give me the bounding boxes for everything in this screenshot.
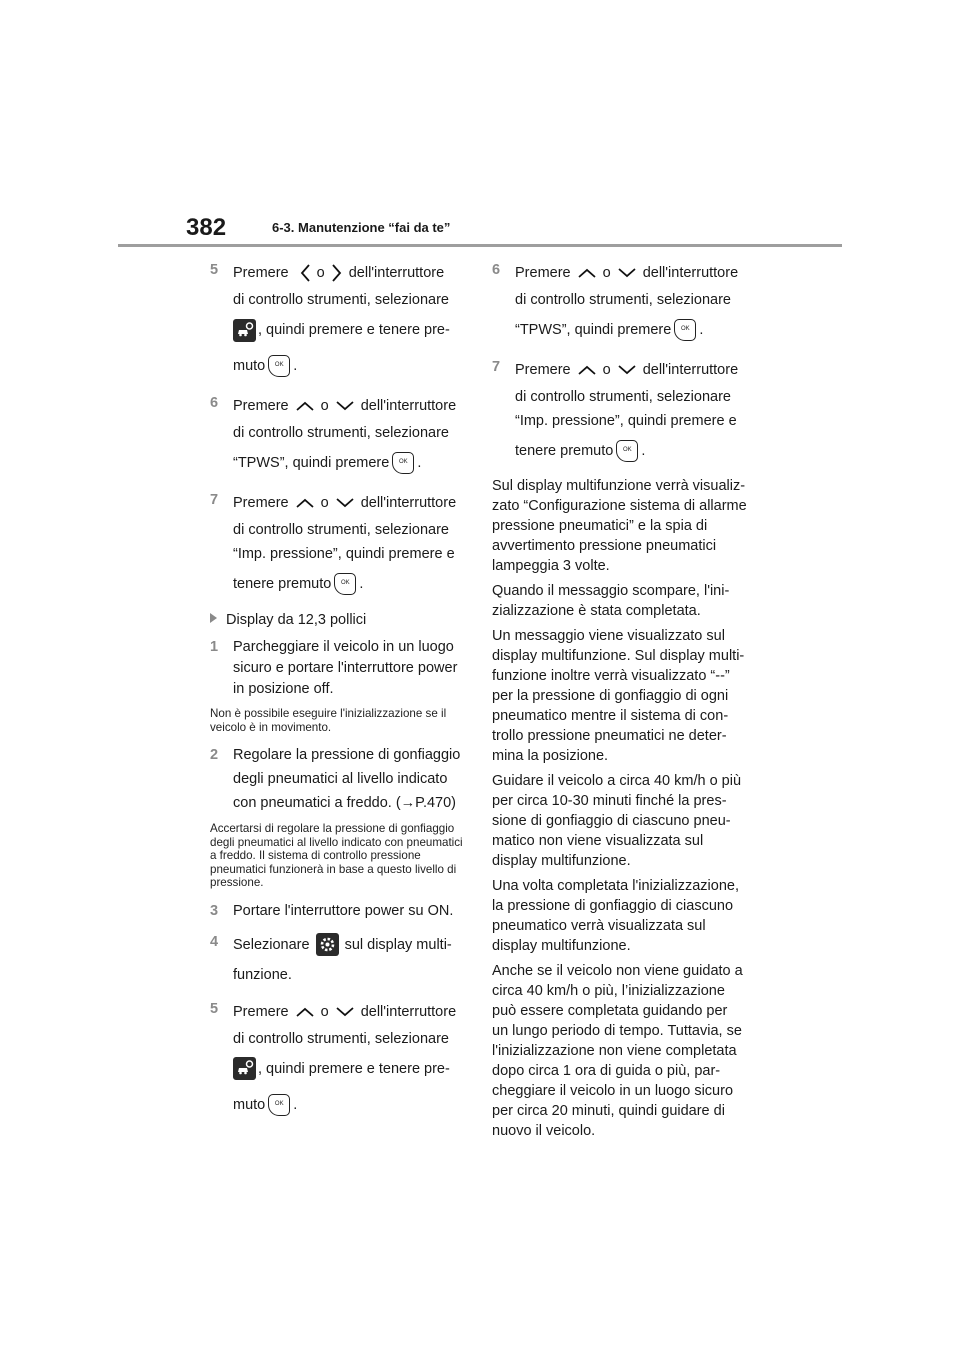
paragraph: Una volta completata l'inizializzazione, la pressione di gonfiaggio di ciascuno pneumatico verrà visualizzata sul display multifunzione. bbox=[492, 878, 739, 954]
step-3: 3 Portare l'interruttore power su ON. bbox=[210, 902, 454, 919]
note-initialization-moving: Non è possibile eseguire l'inizializzazione se il veicolo è in movimento. bbox=[210, 707, 447, 734]
chevron-left-icon bbox=[299, 263, 311, 283]
chevron-down-icon bbox=[617, 267, 637, 279]
step-2: 2 Regolare la pressione di gonfiaggio degli pneumatici al livello indicato con pneumatici a freddo. (→P.470) bbox=[210, 747, 461, 811]
ok-button-icon: OK bbox=[392, 452, 414, 474]
chevron-down-icon bbox=[335, 400, 355, 412]
section-title: 6-3. Manutenzione “fai da te” bbox=[272, 220, 451, 235]
ok-button-icon: OK bbox=[268, 355, 290, 377]
step-5-second: 5 Premere o dell'interruttore di controllo strumenti, selezionare , quindi premere e tenere pre- muto OK . bbox=[210, 997, 465, 1123]
chevron-up-icon bbox=[295, 400, 315, 412]
chevron-down-icon bbox=[617, 364, 637, 376]
chevron-right-icon bbox=[331, 263, 343, 283]
left-column bbox=[210, 258, 465, 1130]
step-6: 6 Premere o dell'interruttore di controllo strumenti, selezionare “TPWS”, quindi premere OK . bbox=[210, 391, 465, 481]
ok-button-icon: OK bbox=[334, 573, 356, 595]
paragraph: Un messaggio viene visualizzato sul display multifunzione. Sul display multifunzione inoltre verrà visualizzato “--” per la pressione di gonfiaggio di ogni pneumatico mentre il sistema di controllo pressione pneumatici ne determina la posizione. bbox=[492, 628, 745, 764]
step-5: 5 Premere o dell'interruttore di controllo strumenti, selezionare , quindi premere e tenere pre- muto OK . bbox=[210, 258, 465, 384]
ok-button-icon: OK bbox=[268, 1094, 290, 1116]
chevron-up-icon bbox=[295, 1006, 315, 1018]
bullet-display-12-3: Display da 12,3 pollici bbox=[210, 609, 465, 631]
step-7-right: 7 Premere o dell'interruttore di controllo strumenti, selezionare “Imp. pressione”, quindi premere e tenere premuto OK . bbox=[492, 355, 747, 469]
chevron-up-icon bbox=[577, 364, 597, 376]
ok-button-icon: OK bbox=[674, 319, 696, 341]
vehicle-settings-icon bbox=[233, 319, 256, 342]
paragraph: Quando il messaggio scompare, l'inizializzazione è stata completata. bbox=[492, 583, 730, 619]
triangle-bullet-icon bbox=[210, 613, 217, 623]
step-1: 1 Parcheggiare il veicolo in un luogo sicuro e portare l'interruttore power in posizione off. bbox=[210, 639, 458, 697]
gear-icon bbox=[316, 933, 339, 956]
paragraph: Guidare il veicolo a circa 40 km/h o più per circa 10-30 minuti finché la pressione di gonfiaggio di ciascuno pneumatico non viene visualizzata sul display multifunzione. bbox=[492, 773, 742, 869]
page-number: 382 bbox=[186, 214, 227, 241]
step-6-right: 6 Premere o dell'interruttore di controllo strumenti, selezionare “TPWS”, quindi premere OK . bbox=[492, 258, 747, 348]
chevron-up-icon bbox=[577, 267, 597, 279]
paragraph: Sul display multifunzione verrà visualizzato “Configurazione sistema di allarme pressione pneumatici” e la spia di avvertimento pressione pneumatici lampeggia 3 volte. bbox=[492, 478, 747, 574]
step-7: 7 Premere o dell'interruttore di controllo strumenti, selezionare “Imp. pressione”, quindi premere e tenere premuto OK . bbox=[210, 488, 465, 602]
vehicle-settings-icon bbox=[233, 1057, 256, 1080]
paragraph: Anche se il veicolo non viene guidato a circa 40 km/h o più, l’inizializzazione può essere completata guidando per un lungo periodo di tempo. Tuttavia, se l'inizializzazione non viene completata dopo circa 1 ora di guida o più, parcheggiare il veicolo in un luogo sicuro per circa 20 minuti, quindi guidare di nuovo il veicolo. bbox=[492, 963, 743, 1139]
header-rule bbox=[118, 244, 842, 247]
chevron-down-icon bbox=[335, 1006, 355, 1018]
right-column bbox=[492, 258, 747, 1146]
chevron-up-icon bbox=[295, 497, 315, 509]
chevron-down-icon bbox=[335, 497, 355, 509]
step-4: 4 Selezionare sul display multi- funzione. bbox=[210, 933, 452, 983]
ok-button-icon: OK bbox=[616, 440, 638, 462]
note-cold-pressure: Accertarsi di regolare la pressione di gonfiaggio degli pneumatici al livello indicato con pneumatici a freddo. Il sistema di controllo pressione pneumatici funzionerà in base a questo livello di pressione. bbox=[210, 822, 463, 889]
